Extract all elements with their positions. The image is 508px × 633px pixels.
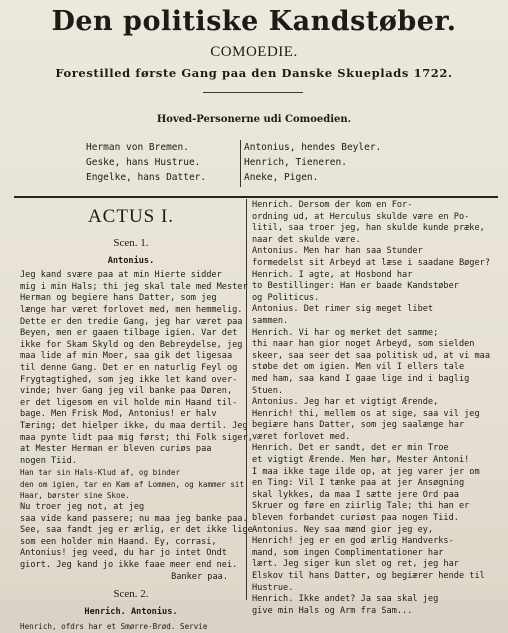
text-line: længe har været forlovet med, men hemmelig. [20,304,243,315]
text-line: Stuen. [252,385,284,396]
text-line: vinde; hver Gang jeg vil banke paa Døren, [20,386,233,397]
left-column [20,200,258,633]
text-line: med ham, saa kand I gaae lige ind i baglig [252,373,470,384]
text-line: mand, som ingen Complimentationer har [252,547,444,558]
cast-divider [240,140,241,187]
text-line: thi naar han gior noget Arbeyd, som sielden [252,339,475,350]
text-line: Tæring; det hielper ikke, du maa dertil. Jeg [20,420,248,431]
title-rule [203,92,303,93]
text-line: Dette er den tredie Gang, jeg har været paa [20,316,243,327]
text-line: Henrich. Vi har og merket det samme; [252,327,439,338]
text-line: lært. Jeg siger kun slet og ret, jeg har [252,559,459,570]
text-line: give min Hals og Arm fra Sam... [252,605,413,616]
text-line: som een holder min Haand. Ey, corrasi, [20,536,217,547]
text-line: Henrich. Dersom der kom en For- [252,200,413,210]
text-line: Haar, børster sine Skoe. [20,491,130,501]
text-line: ordning ud, at Herculus skulde være en Po- [252,211,470,222]
play-title: Den politiske Kandstøber. [51,6,457,37]
scene-heading: Scen. 1. [113,237,149,249]
cast-heading: Hoved-Personerne udi Comoedien. [156,114,352,125]
speaker-name: Antonius. [107,255,155,266]
text-line: Antonius. Ney saa mænd gior jeg ey, [252,524,434,535]
text-line: Henrich. I agte, at Hosbond har [252,269,413,280]
speaker-name: Henrich. Antonius. [84,606,178,617]
text-line: formedelst sit Arbeyd at læse i saadane Bøger? [252,257,490,268]
text-line: støbe det om igien. Men vil I ellers tale [252,362,465,373]
text-line: sammen. [252,315,289,326]
text-line: Antonius. Men har han saa Stunder [252,246,423,257]
cast-member: Geske, hans Hustrue. [86,157,201,168]
text-line: naar det skulde være. [252,234,361,245]
text-line: saa vide kand passere; nu maa jeg banke paa. [20,513,248,524]
text-line: en Ting: Vil I tænke paa at jer Ansøgning [252,478,465,489]
text-line: Antonius. Jeg har et vigtigt Ærende, [252,397,439,408]
text-line: Henrich. Ikke andet? Ja saa skal jeg [252,594,439,605]
text-line: til denne Gang. Det er en naturlig Feyl og [20,362,238,373]
text-line: bleven forbandet curiøst paa nogen Tiid. [252,513,459,524]
text-line: See, saa fandt jeg er ærlig, er det ikke lige- [20,525,258,536]
text-line: giort. Jeg kand jo ikke faae meer end nei. [20,560,238,571]
text-line: Antonius! jeg veed, du har jo intet Ondt [20,548,227,559]
text-line: litil, saa troer jeg, han skulde kunde præke, [252,223,485,234]
text-line: skal lykkes, da maa I sætte jere Ord paa [252,489,459,500]
act-heading: ACTUS I. [87,206,175,227]
dialogue-block [252,200,502,617]
text-line: Skruer og føre en ziirlig Tale; thi han er [252,501,470,512]
text-line: Henrich, ofdrs har et Smørre-Brød. Servie [20,622,208,632]
text-line: Beyen, men er gaaen tilbage igien. Var det [20,328,238,339]
text-line: Nu troer jeg not, at jeg [20,502,145,513]
text-line: Elskov til hans Datter, og begiærer hende til [252,571,485,581]
cast-list-left [86,140,206,185]
text-line: den om igien, tar en Kam af Lommen, og kammer sit [20,479,245,489]
text-line: nogen Tiid. [20,455,77,466]
text-line: Henrich. Det er sandt, det er min Troe [252,443,449,454]
cast-member: Herman von Bremen. [86,142,189,153]
text-line: været forlovet med. [252,431,351,442]
text-line: Herman og begiere hans Datter, som jeg [20,293,217,304]
text-line: Antonius. Det rimer sig meget libet [252,304,434,315]
text-line: maa lide af min Moer, saa gik det ligesaa [20,351,233,362]
text-line: I maa ikke tage ilde op, at jeg varer jer om [252,466,480,477]
section-rule [14,196,498,198]
right-column [252,200,502,617]
text-line: ikke for Skam Skyld og den Bebreydelse, jeg [20,339,243,350]
text-line: Frygtagtighed, som jeg ikke let kand over- [20,374,238,385]
text-line: skeer, saa seer det saa politisk ud, at vi maa [252,350,490,361]
text-line: er det ligesom en vil holde min Haand til- [20,397,238,408]
scene-heading: Scen. 2. [113,588,149,601]
text-line: bage. Men Frisk Mod, Antonius! er halv [20,409,217,420]
text-line: Henrich! thi, mellem os at sige, saa vil jeg [252,408,480,419]
cast-list-right [244,140,381,185]
column-divider [246,199,247,600]
play-subtitle: COMOEDIE. [210,44,298,60]
performance-note: Forestilled første Gang paa den Danske Skueplads 1722. [55,66,453,80]
text-line: begiære hans Datter, som jeg saalænge har [252,420,465,431]
text-line: Hustrue. [252,582,294,593]
cast-member: Henrich, Tieneren. [244,157,347,168]
dialogue-block [20,270,258,601]
text-line: Jeg kand svære paa at min Hierte sidder [20,270,222,281]
text-line: Han tar sin Hals-Klud af, og binder [20,468,181,478]
text-line: maa pynte lidt paa mig først; thi Folk siger, [20,432,253,443]
cast-member: Antonius, hendes Beyler. [244,142,382,153]
cast-member: Aneke, Pigen. [244,172,319,183]
text-line: mig i min Hals; thi jeg skal tale med Mester [20,281,248,292]
text-line: to Bestillinger: Han er baade Kandstøber [252,281,459,292]
text-line: og Politicus. [252,292,320,303]
text-line: at Mester Herman er bleven curiøs paa [20,444,212,455]
text-line: et vigtigt Ærende. Men hør, Mester Antoni! [252,455,470,466]
text-line: Banker paa. [171,571,228,582]
text-line: Henrich! jeg er en god ærlig Handverks- [252,536,454,547]
cast-member: Engelke, hans Datter. [86,172,207,183]
